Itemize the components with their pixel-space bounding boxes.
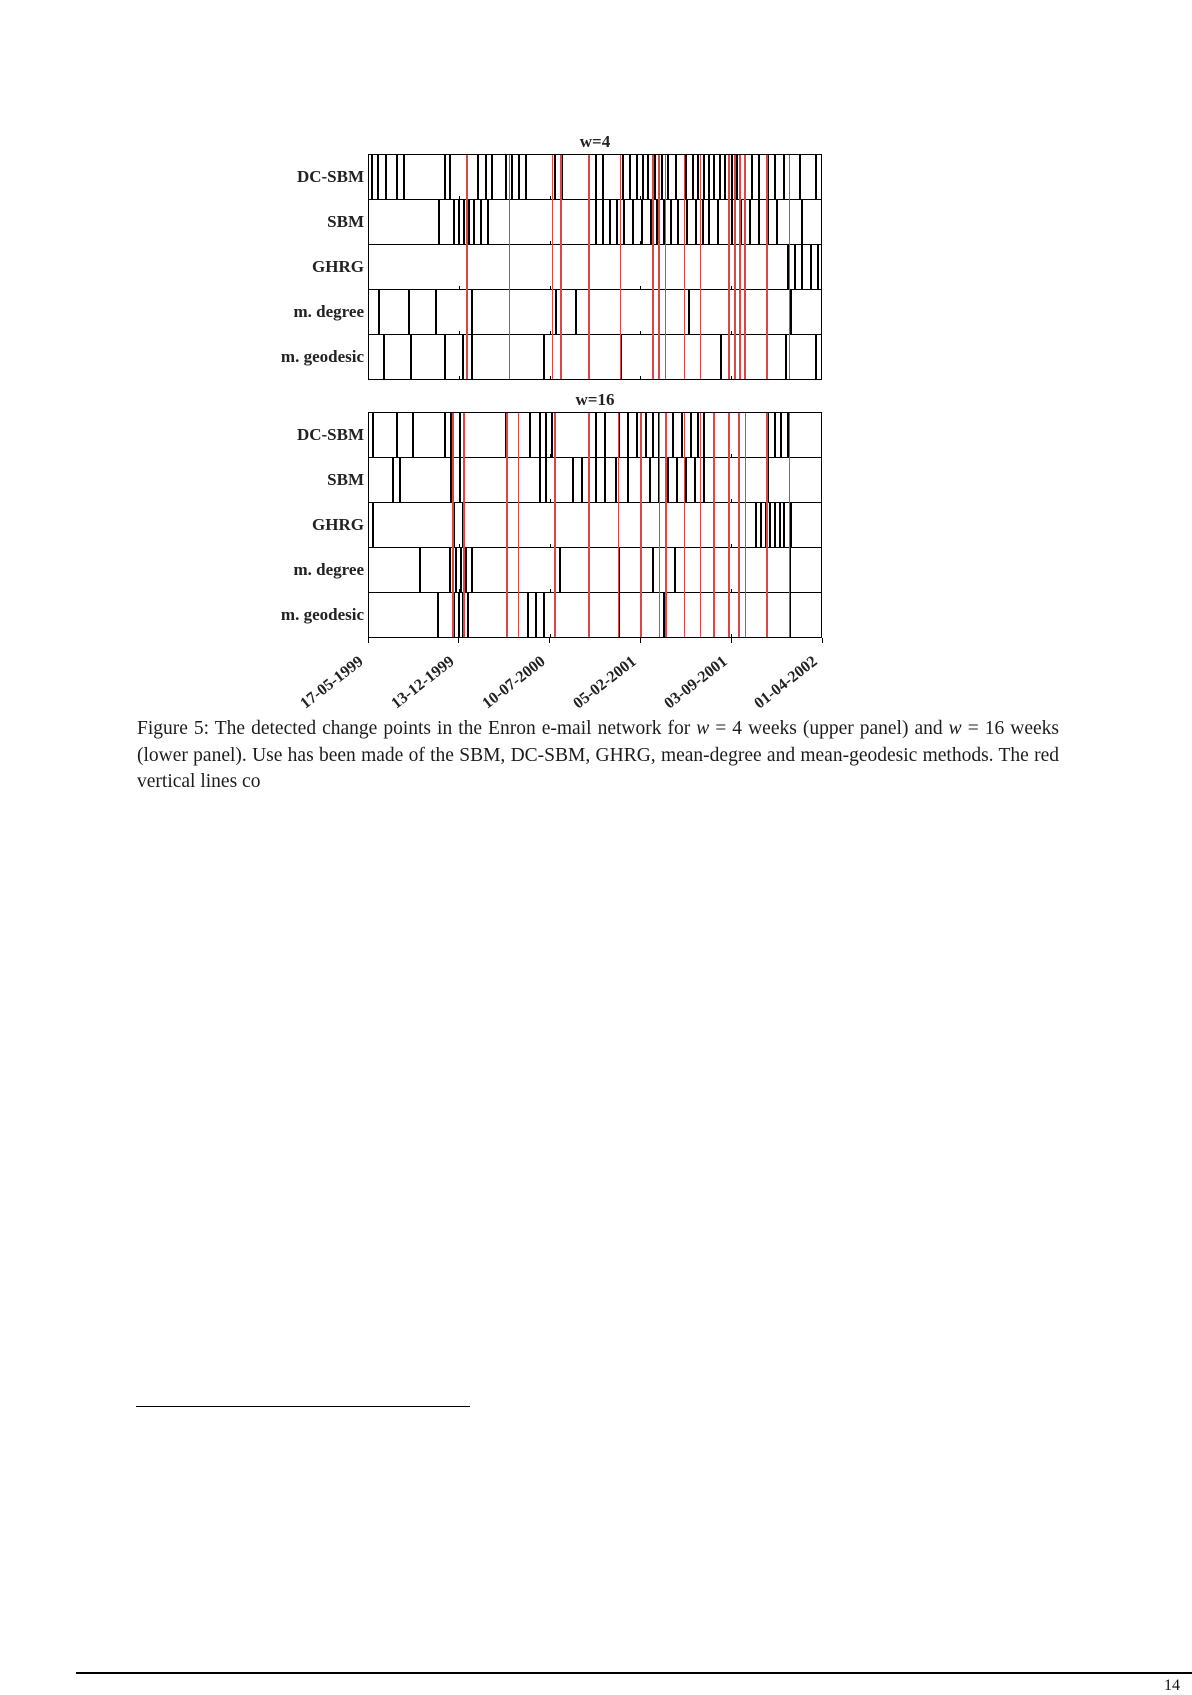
change-point-line [697,413,699,457]
change-point-line [697,155,699,199]
change-point-line [760,503,762,547]
event-row-ghrg [312,244,822,290]
panel-rows-w4 [280,154,822,380]
change-point-line [767,413,769,457]
change-point-line [663,200,665,244]
change-point-line [602,155,604,199]
x-axis-tick [731,638,732,643]
change-point-line [609,200,611,244]
change-point-line [780,413,782,457]
change-point-line [453,200,455,244]
change-point-line [505,413,507,457]
change-point-line [545,413,547,457]
change-point-line [460,548,462,592]
change-point-line [458,200,460,244]
change-point-line [450,413,452,457]
row-label-dc-sbm: DC-SBM [296,425,364,444]
change-point-line [392,458,394,502]
change-point-line [776,200,778,244]
change-point-line [647,155,649,199]
change-point-line [463,200,465,244]
change-point-line [675,155,677,199]
panel-title-w16: w=16 [575,390,615,409]
caption-text: Figure 5: The detected change points in the Enron e-mail network for [137,718,697,739]
change-point-line [667,458,669,502]
change-point-line [649,458,651,502]
change-point-line [627,413,629,457]
change-point-line [459,413,461,457]
change-point-line [468,200,470,244]
change-point-line [572,458,574,502]
event-row-m-geodesic [280,334,822,380]
change-point-line [685,458,687,502]
row-label-m-degree: m. degree [293,560,364,579]
change-point-line [467,593,469,637]
change-point-line [485,155,487,199]
change-point-line [543,593,545,637]
change-point-line [774,503,776,547]
change-point-line [529,413,531,457]
change-point-line [511,155,513,199]
change-point-line [618,413,620,457]
change-point-line [383,335,385,379]
x-axis-date-label: 01-04-2002 [751,652,821,713]
change-point-line [672,413,674,457]
change-point-line [652,548,654,592]
row-label-sbm: SBM [327,470,364,489]
change-point-line [703,413,705,457]
x-axis-date-label: 13-12-1999 [388,652,458,713]
x-axis-date-label: 10-07-2000 [479,652,549,713]
change-point-line [616,200,618,244]
x-axis-date-labels [297,638,822,713]
change-point-line [371,155,373,199]
x-axis-tick [368,638,369,643]
change-point-line [465,548,467,592]
change-point-line [453,503,455,547]
change-point-line [449,548,451,592]
change-point-line [652,335,654,379]
change-point-line [694,458,696,502]
change-point-line [438,200,440,244]
change-point-line [473,200,475,244]
change-point-line [783,155,785,199]
event-row-m-degree [293,547,822,593]
change-point-line [703,155,705,199]
change-point-line [539,458,541,502]
caption-math-symbol: w [696,718,710,739]
change-point-line [403,155,405,199]
change-point-line [817,245,819,289]
change-point-line [632,200,634,244]
change-point-line [785,335,787,379]
change-point-line [595,200,597,244]
change-point-line [692,155,694,199]
change-point-line [385,155,387,199]
change-point-line [372,413,374,457]
change-point-line [789,593,791,637]
change-point-line [477,155,479,199]
change-point-line [724,155,726,199]
change-point-line [462,593,464,637]
change-point-line [527,593,529,637]
change-point-line [783,503,785,547]
change-point-line [618,548,620,592]
change-point-line [652,290,654,334]
change-point-line [471,548,473,592]
change-point-line [790,290,792,334]
axis-tick [731,634,732,637]
caption-text: = 16 weeks (lower panel). Use has been made of the SBM, DC-SBM, GHRG, mean-degree and mean-geodesic methods. The red vertical lines co [137,718,1059,792]
change-point-line [749,200,751,244]
page-number: 14 [1164,1677,1180,1694]
change-point-line [581,458,583,502]
footnote-rule [136,1406,470,1407]
row-label-m-geodesic: m. geodesic [280,605,364,624]
change-point-line [444,335,446,379]
change-point-line [652,413,654,457]
event-panel-w4 [280,132,822,380]
change-point-line [674,548,676,592]
change-point-line [769,503,771,547]
change-point-line [636,413,638,457]
change-point-line [767,200,769,244]
change-point-line [642,155,644,199]
change-point-line [629,155,631,199]
row-label-dc-sbm: DC-SBM [296,167,364,186]
change-point-line [410,335,412,379]
change-point-line [444,413,446,457]
change-point-line [372,503,374,547]
change-point-line [815,155,817,199]
change-point-line [419,548,421,592]
x-axis-tick [822,638,823,643]
change-point-line [561,155,563,199]
change-point-line [713,155,715,199]
figure-caption [137,716,1059,796]
x-axis-tick [549,638,550,643]
change-point-line [444,155,446,199]
change-point-line [708,200,710,244]
change-point-line [688,290,690,334]
change-point-line [604,413,606,457]
change-point-line [435,290,437,334]
change-point-line [455,548,457,592]
change-point-line [618,593,620,637]
change-point-line [661,155,663,199]
event-row-m-geodesic [280,592,822,638]
change-point-line [545,458,547,502]
change-point-line [736,155,738,199]
change-point-line [595,413,597,457]
change-point-line [645,413,647,457]
change-point-line [487,200,489,244]
change-point-line [731,155,733,199]
change-point-line [543,335,545,379]
panel-title-w4: w=4 [579,132,611,151]
change-point-line [602,200,604,244]
change-point-line [539,413,541,457]
axis-tick [640,634,641,637]
change-point-line [458,593,460,637]
change-point-line [491,155,493,199]
event-row-ghrg [312,502,822,548]
panel-rows-w16 [280,412,822,638]
change-point-line [525,155,527,199]
change-point-line [755,503,757,547]
change-point-line [437,593,439,637]
change-point-line [641,200,643,244]
change-point-line [799,155,801,199]
change-point-line [713,413,715,457]
change-point-line [620,335,622,379]
change-point-line [535,593,537,637]
change-point-line [676,458,678,502]
change-point-line [654,155,656,199]
change-point-line [667,155,669,199]
change-point-line [719,155,721,199]
row-label-ghrg: GHRG [312,515,364,534]
row-label-m-geodesic: m. geodesic [280,347,364,366]
x-axis-date-label: 03-09-2001 [660,652,731,713]
change-point-line [685,155,687,199]
change-point-line [801,245,803,289]
row-label-m-degree: m. degree [293,302,364,321]
change-point-line [665,413,667,457]
change-point-line [480,200,482,244]
change-point-line [554,155,556,199]
change-point-line [751,155,753,199]
event-row-sbm [327,199,822,245]
change-point-line [595,155,597,199]
change-point-line [471,290,473,334]
change-point-line [627,458,629,502]
change-point-line [744,155,746,199]
change-point-line [399,458,401,502]
change-point-line [459,458,461,502]
change-point-line [708,155,710,199]
change-point-line [774,413,776,457]
row-label-sbm: SBM [327,212,364,231]
change-point-line [789,548,791,592]
change-point-line [658,413,660,457]
caption-math-symbol: w [948,718,962,739]
event-row-m-degree [293,289,822,335]
change-point-line [765,503,767,547]
change-point-line [790,503,792,547]
change-point-line [559,548,561,592]
change-point-line [408,290,410,334]
change-point-line [656,200,658,244]
change-point-line [815,335,817,379]
event-row-dc-sbm [296,412,822,458]
axis-tick [459,634,460,637]
change-point-line [663,593,665,637]
change-point-line [505,155,507,199]
change-point-line [396,155,398,199]
change-point-line [787,413,789,457]
change-point-line [377,155,379,199]
change-point-line [462,335,464,379]
change-point-line [604,458,606,502]
change-point-line [717,200,719,244]
x-axis-tick [640,638,641,643]
change-point-line [758,200,760,244]
change-point-line [681,413,683,457]
change-point-line [695,200,697,244]
change-point-line [702,200,704,244]
change-point-line [686,200,688,244]
axis-tick [459,376,460,379]
change-point-line [575,290,577,334]
x-axis-tick [458,638,459,643]
change-point-line [449,155,451,199]
change-point-line [595,458,597,502]
change-point-line [551,413,553,457]
change-point-line [378,290,380,334]
change-point-line [650,200,652,244]
change-point-line [787,245,789,289]
row-label-ghrg: GHRG [312,257,364,276]
change-point-line [471,335,473,379]
bottom-rule [76,1672,1192,1674]
change-point-line [640,458,642,502]
change-point-line [462,503,464,547]
change-point-line [412,413,414,457]
change-point-line [450,458,452,502]
change-point-line [670,200,672,244]
change-point-line [779,503,781,547]
x-axis-date-label: 17-05-1999 [297,652,367,713]
change-point-line [767,155,769,199]
change-point-line [396,413,398,457]
change-point-line [758,155,760,199]
change-point-line [636,155,638,199]
change-point-line [740,200,742,244]
change-point-line [615,458,617,502]
change-point-line [453,593,455,637]
change-point-line [731,200,733,244]
change-point-line [720,335,722,379]
caption-text: = 4 weeks (upper panel) and [709,718,949,739]
axis-tick [731,376,732,379]
change-point-line [801,200,803,244]
axis-tick [550,376,551,379]
change-point-line [690,413,692,457]
axis-tick [550,634,551,637]
event-panel-w16 [280,390,822,638]
change-point-line [774,155,776,199]
change-point-line [623,200,625,244]
change-point-line [658,458,660,502]
x-axis-date-label: 05-02-2001 [570,652,640,713]
change-point-line [622,155,624,199]
change-point-line [703,458,705,502]
event-row-dc-sbm [296,154,822,200]
axis-tick [640,376,641,379]
change-point-line [767,458,769,502]
change-point-line [677,200,679,244]
change-point-line [555,290,557,334]
event-row-sbm [327,457,822,503]
change-point-line [518,155,520,199]
change-point-line [810,245,812,289]
change-point-line [794,245,796,289]
